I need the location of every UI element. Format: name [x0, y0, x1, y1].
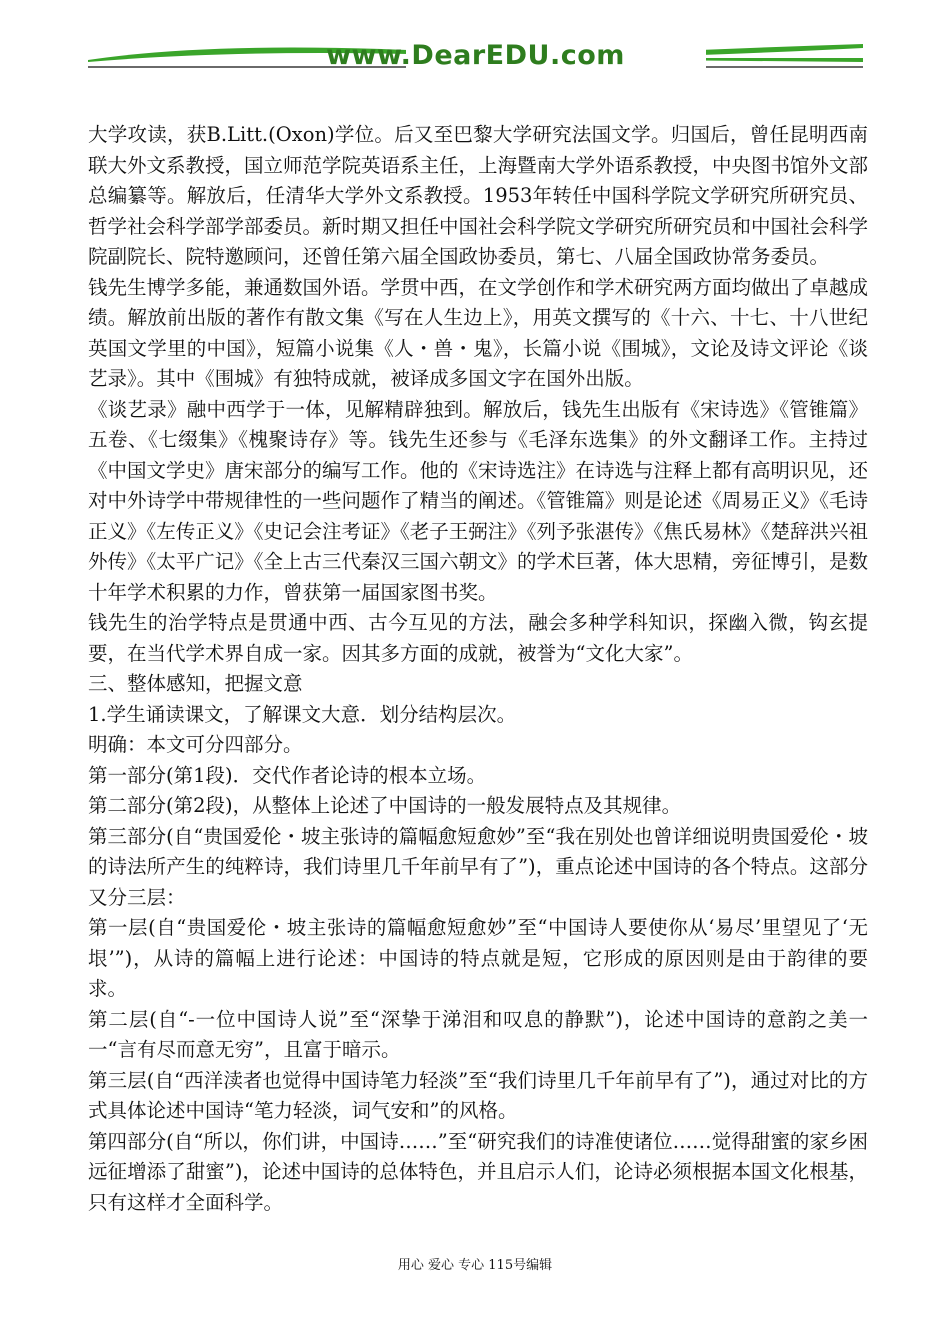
- paragraph: 大学攻读，获B.Litt.(Oxon)学位。后又至巴黎大学研究法国文学。归国后，曾任昆明西南联大外文系教授，国立师范学院英语系主任，上海暨南大学外语系教授，中央图书馆外文部总编纂等。解放后，任清华大学外文系教授。1953年转任中国科学院文学研究所研究员、哲学社会科学部学部委员。新时期又担任中国社会科学院文学研究所研究员和中国社会科学院副院长、院特邀顾问，还曾任第六届全国政协委员，第七、八届全国政协常务委员。: [88, 123, 869, 268]
- paragraph: 第二部分(第2段)，从整体上论述了中国诗的一般发展特点及其规律。: [88, 794, 682, 817]
- page-header: [88, 38, 863, 74]
- paragraph: 《谈艺录》融中西学于一体，见解精辟独到。解放后，钱先生出版有《宋诗选》《管锥篇》五卷、《七缀集》《槐聚诗存》等。钱先生还参与《毛泽东选集》的外文翻译工作。主持过《中国文学史》唐宋部分的编写工作。他的《宋诗选注》在诗选与注释上都有高明识见，还对中外诗学中带规律性的一些问题作了精当的阐述。《管锥篇》则是论述《周易正义》《毛诗正义》《左传正义》《史记会注考证》《老子王弼注》《列予张湛传》《焦氏易林》《楚辞洪兴祖外传》《太平广记》《全上古三代秦汉三国六朝文》的学术巨著，体大思精，旁征博引，是数十年学术积累的力作，曾获第一届国家图书奖。: [88, 397, 869, 604]
- paragraph: 第三层(自“西洋渎者也觉得中国诗笔力轻淡”至“我们诗里几千年前早有了”)，通过对比的方式具体论述中国诗“笔力轻淡，词气安和”的风格。: [88, 1068, 868, 1122]
- section-heading: 三、整体感知，把握文意: [88, 672, 303, 695]
- paragraph: 1.学生诵读课文，了解课文大意．划分结构层次。: [88, 702, 517, 726]
- paragraph: 第一层(自“贵国爱伦・坡主张诗的篇幅愈短愈妙”至“中国诗人要使你从‘易尽’里望见了‘无垠’”)，从诗的篇幅上进行论述：中国诗的特点就是短，它形成的原因则是由于韵律的要求。: [88, 916, 868, 1000]
- paragraph: 钱先生的治学特点是贯通中西、古今互见的方法，融会多种学科知识，探幽入微，钩玄提要，在当代学术界自成一家。因其多方面的成就，被誉为“文化大家”。: [88, 611, 868, 665]
- paragraph: 第四部分(自“所以，你们讲，中国诗……”至“研究我们的诗准使诸位……觉得甜蜜的家乡困远征增添了甜蜜”)，论述中国诗的总体特色，并且启示人们，论诗必须根据本国文化根基，只有这样才全面科学。: [88, 1129, 868, 1214]
- paragraph: 第一部分(第1段)．交代作者论诗的根本立场。: [88, 763, 487, 787]
- site-brand: www.DearEDU.com: [326, 40, 625, 71]
- paragraph: 钱先生博学多能，兼通数国外语。学贯中西，在文学创作和学术研究两方面均做出了卓越成绩。解放前出版的著作有散文集《写在人生边上》，用英文撰写的《十六、十七、十八世纪英国文学里的中国》，短篇小说集《人・兽・鬼》，长篇小说《围城》，文论及诗文评论《谈艺录》。其中《围城》有独特成就，被译成多国文字在国外出版。: [88, 275, 869, 390]
- paragraph: 第二层(自“-一位中国诗人说”至“深挚于涕泪和叹息的静默”)，论述中国诗的意韵之美一一“言有尽而意无穷”，且富于暗示。: [88, 1007, 868, 1061]
- paragraph: 第三部分(自“贵国爱伦・坡主张诗的篇幅愈短愈妙”至“我在别处也曾详细说明贵国爱伦・坡的诗法所产生的纯粹诗，我们诗里几千年前早有了”)，重点论述中国诗的各个特点。这部分又分三层：: [88, 824, 868, 909]
- paragraph: 明确：本文可分四部分。: [88, 733, 303, 756]
- document-body: [88, 120, 868, 1218]
- page-footer: 用心 爱心 专心 115号编辑: [397, 1258, 553, 1273]
